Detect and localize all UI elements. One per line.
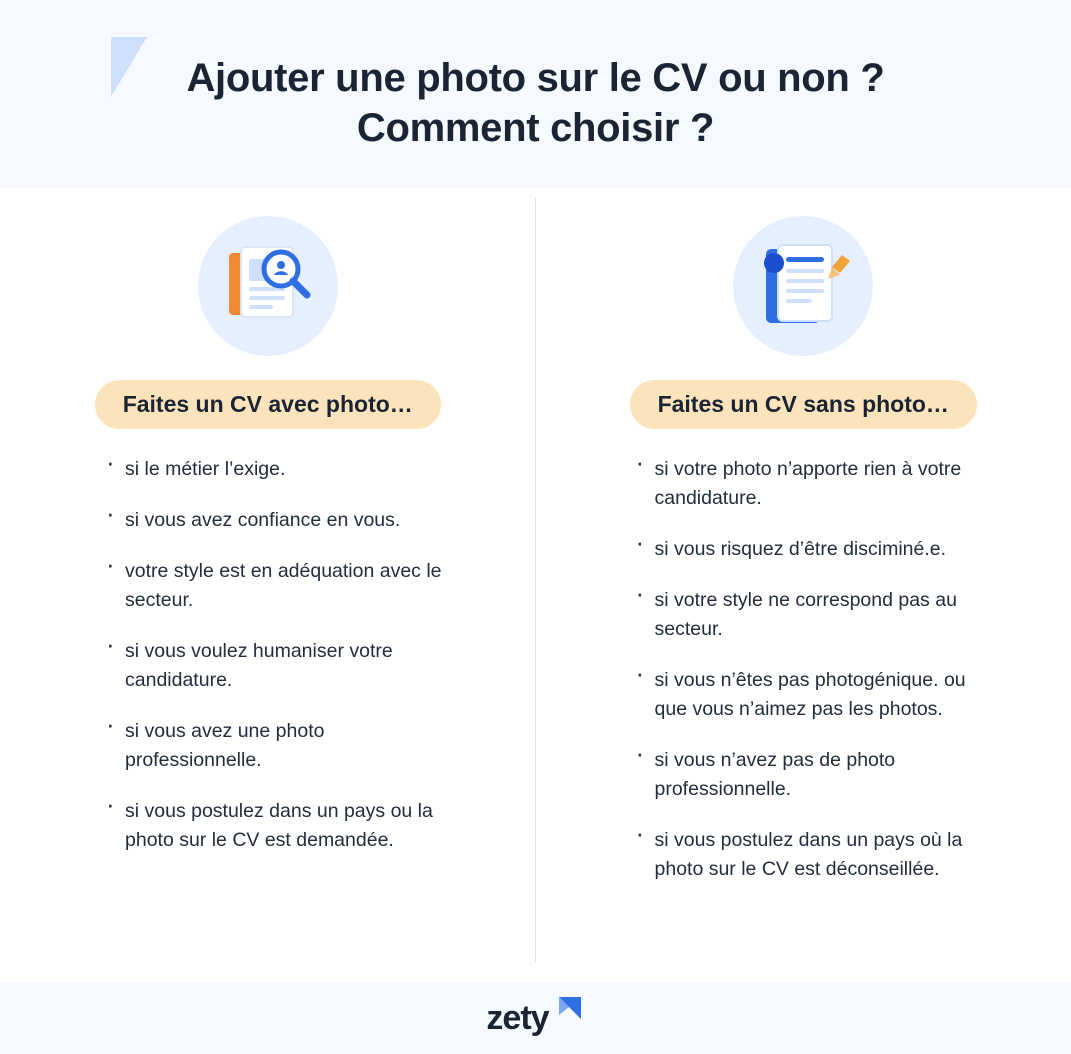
list-item: · si vous voulez humaniser votre candidature.	[106, 637, 456, 695]
blue-arrow-logo-icon	[555, 995, 585, 1034]
list-item: · si le métier l’exige.	[106, 455, 456, 484]
points-list-with-photo	[106, 455, 456, 877]
list-item: · votre style est en adéquation avec le secteur.	[106, 557, 456, 615]
column-heading-with-photo: Faites un CV avec photo…	[95, 380, 441, 429]
list-item: · si vous postulez dans un pays ou la photo sur le CV est demandée.	[106, 797, 456, 855]
list-item: · si vous avez une photo professionnelle.	[106, 717, 456, 775]
column-divider	[535, 198, 536, 962]
list-item: · si vous n’avez pas de photo professionnelle.	[636, 746, 981, 804]
cv-with-photo-magnifier-illustration	[198, 216, 338, 356]
column-without-photo	[536, 188, 1071, 982]
column-heading-without-photo: Faites un CV sans photo…	[630, 380, 977, 429]
list-item: · si votre style ne correspond pas au secteur.	[636, 586, 981, 644]
header-flag-accent-icon	[111, 37, 147, 97]
footer	[0, 982, 1071, 1054]
page-title	[186, 53, 884, 153]
list-item: · si vous risquez d’être disciminé.e.	[636, 535, 981, 564]
page-title-line-2: Comment choisir ?	[356, 106, 715, 150]
content	[0, 188, 1071, 982]
header	[0, 0, 1071, 188]
list-item: · si vous avez confiance en vous.	[106, 506, 456, 535]
list-item: · si vous postulez dans un pays où la photo sur le CV est déconseillée.	[636, 826, 981, 884]
brand-name: zety	[486, 998, 549, 1037]
points-list-without-photo	[636, 455, 981, 906]
page-title-line-1: Ajouter une photo sur le CV ou non ?	[186, 56, 885, 100]
column-with-photo	[0, 188, 536, 982]
cv-without-photo-illustration	[733, 216, 873, 356]
list-item: · si vous n’êtes pas photogénique. ou que vous n’aimez pas les photos.	[636, 666, 981, 724]
list-item: · si votre photo n’apporte rien à votre candidature.	[636, 455, 981, 513]
